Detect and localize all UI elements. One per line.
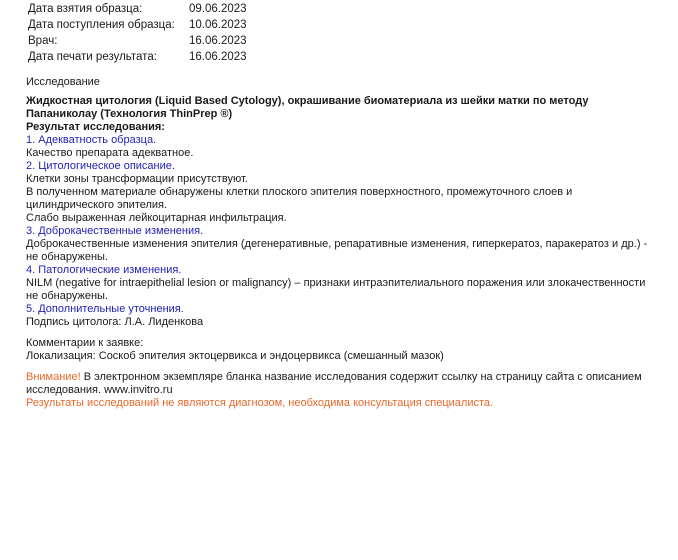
meta-label: Дата поступления образца: <box>28 19 175 31</box>
warning-text: В электронном экземпляре бланка название исследования содержит ссылку на страницу сайта с описанием исследования. www.invitro.ru <box>26 371 642 396</box>
section-title-pathology: 4. Патологические изменения. <box>26 264 182 276</box>
warning-lead: Внимание! <box>26 371 81 383</box>
disclaimer-text: Результаты исследований не являются диагнозом, необходима консультация специалиста. <box>26 397 494 409</box>
meta-label: Дата взятия образца: <box>28 3 143 15</box>
meta-value: 16.06.2023 <box>189 51 247 63</box>
meta-value: 10.06.2023 <box>189 19 247 31</box>
comments-label: Комментарии к заявке: <box>26 337 144 349</box>
comments-text: Локализация: Соскоб эпителия эктоцервикса и эндоцервикса (смешанный мазок) <box>26 350 444 362</box>
section-text: Качество препарата адекватное. <box>26 147 194 159</box>
study-title: Жидкостная цитология (Liquid Based Cytology), окрашивание биоматериала из шейки матки по методу Папаниколау (Технология ThinPrep ®) <box>26 95 589 120</box>
notice-block <box>26 371 656 397</box>
section-title-additional: 5. Дополнительные уточнения. <box>26 303 184 315</box>
cytologist-signature: Подпись цитолога: Л.А. Лиденкова <box>26 316 204 328</box>
result-content <box>26 76 656 410</box>
meta-value: 09.06.2023 <box>189 3 247 15</box>
section-text: Слабо выраженная лейкоцитарная инфильтрация. <box>26 212 287 224</box>
study-label: Исследование <box>26 76 100 88</box>
section-title-adequacy: 1. Адекватность образца. <box>26 134 157 146</box>
meta-value: 16.06.2023 <box>189 35 247 47</box>
section-title-benign: 3. Доброкачественные изменения. <box>26 225 204 237</box>
meta-label: Дата печати результата: <box>28 51 157 63</box>
section-text: Доброкачественные изменения эпителия (дегенеративные, репаративные изменения, гиперкератоз, паракератоз и др.) - не обнаружены. <box>26 238 648 263</box>
result-heading: Результат исследования: <box>26 121 165 133</box>
section-title-cytology: 2. Цитологическое описание. <box>26 160 175 172</box>
section-text: NILM (negative for intraepithelial lesion or malignancy) – признаки интраэпителиального поражения или злокачественности не обнаружены. <box>26 277 646 302</box>
meta-label: Врач: <box>28 35 58 47</box>
section-text: В полученном материале обнаружены клетки плоского эпителия поверхностного, промежуточного слоев и цилиндрического эпителия. <box>26 186 573 211</box>
section-text: Клетки зоны трансформации присутствуют. <box>26 173 248 185</box>
